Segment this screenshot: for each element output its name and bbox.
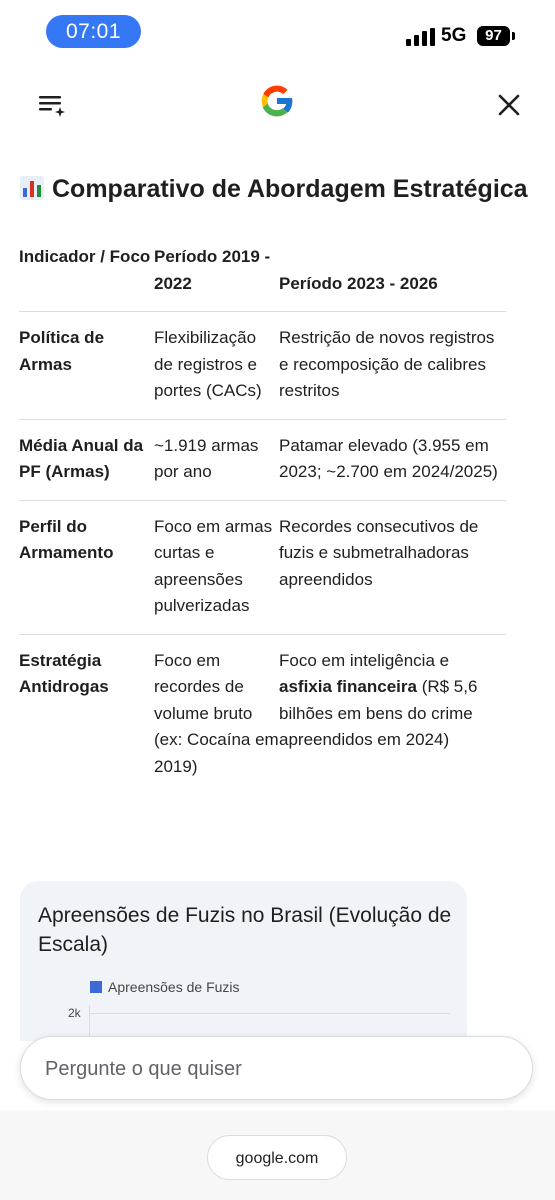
- chart-legend[interactable]: [90, 979, 240, 995]
- table-header-row: [19, 240, 506, 312]
- row-period-2: Patamar elevado (3.955 em 2023; ~2.700 em 2024/2025): [279, 435, 498, 481]
- row-period-1: ~1.919 armas por ano: [154, 435, 259, 481]
- network-type: 5G: [441, 25, 467, 46]
- status-time[interactable]: 07:01: [46, 15, 141, 48]
- column-header: Indicador / Foco: [19, 247, 151, 266]
- close-icon[interactable]: [496, 92, 522, 118]
- row-period-2: [279, 635, 506, 795]
- heading-text: Comparativo de Abordagem Estratégica: [52, 175, 528, 203]
- chart-card: [20, 881, 467, 1041]
- row-period-2-bold: asfixia financeira: [279, 677, 417, 696]
- row-indicator: Estratégia Antidrogas: [19, 650, 109, 696]
- table-row: [19, 635, 506, 795]
- row-period-2: Restrição de novos registros e recomposição de calibres restritos: [279, 328, 495, 400]
- battery-icon: 97: [477, 26, 510, 46]
- table-row: [19, 312, 506, 420]
- search-bar[interactable]: [20, 1036, 533, 1100]
- battery-tip: [512, 32, 515, 40]
- row-period-2-post: (R$ 5,6 bilhões em bens do crime apreendidos em 2024): [279, 677, 478, 749]
- row-period-1: Flexibilização de registros e portes (CACs): [154, 328, 262, 400]
- y-tick-label: 2k: [68, 1006, 81, 1020]
- bar-chart-emoji-icon: [20, 176, 44, 200]
- row-period-2-pre: Foco em inteligência e: [279, 650, 450, 670]
- section-heading: [20, 175, 540, 204]
- row-indicator: Perfil do Armamento: [19, 516, 114, 562]
- comparison-table: [19, 240, 506, 794]
- top-bar: [0, 78, 555, 130]
- row-indicator: Política de Armas: [19, 328, 105, 374]
- chart-title: Apreensões de Fuzis no Brasil (Evolução de Escala): [38, 904, 452, 956]
- row-period-1: Foco em recordes de volume bruto (ex: Cocaína em 2019): [154, 650, 279, 776]
- row-period-2: Recordes consecutivos de fuzis e submetralhadoras apreendidos: [279, 516, 479, 589]
- legend-label: Apreensões de Fuzis: [108, 979, 240, 995]
- row-indicator: Média Anual da PF (Armas): [19, 435, 144, 481]
- column-header: Período 2019 - 2022: [154, 247, 271, 293]
- history-menu-icon[interactable]: [38, 92, 66, 118]
- grid-line: [90, 1013, 450, 1014]
- search-input[interactable]: [43, 1037, 507, 1101]
- table-row: [19, 420, 506, 501]
- legend-swatch: [90, 981, 102, 993]
- google-g-logo: [257, 81, 297, 121]
- status-bar: [0, 0, 555, 66]
- signal-icon: [406, 28, 436, 46]
- url-bar[interactable]: google.com: [207, 1135, 347, 1180]
- table-row: [19, 501, 506, 635]
- browser-bottom-bar: [0, 1110, 555, 1200]
- column-header: Período 2023 - 2026: [279, 273, 438, 293]
- row-period-1: Foco em armas curtas e apreensões pulverizadas: [154, 516, 273, 615]
